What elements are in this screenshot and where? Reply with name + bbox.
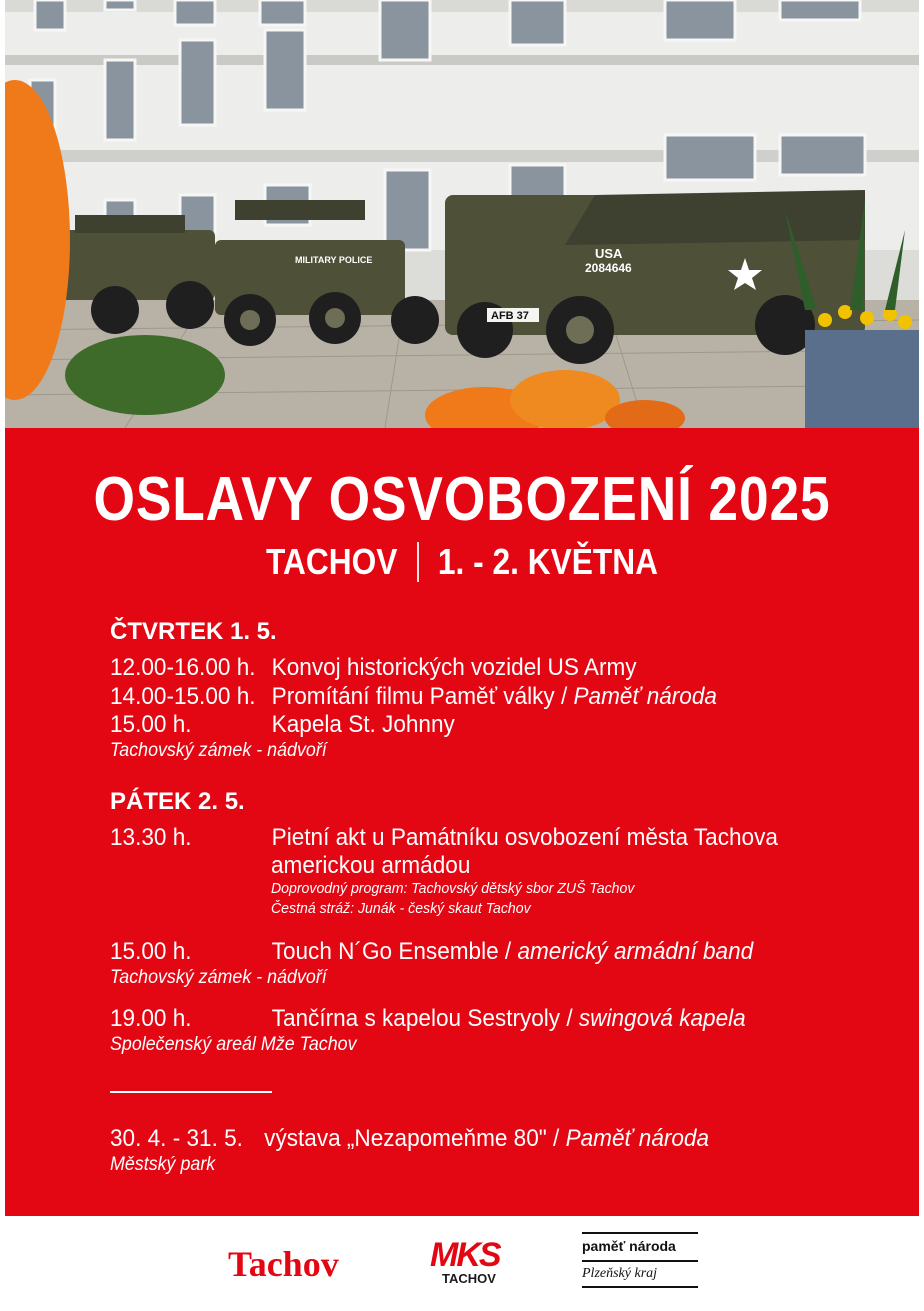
pamet-naroda-logo: [582, 1232, 698, 1288]
mks-logo: [430, 1238, 510, 1286]
program-text-continued: americkou armádou: [271, 852, 471, 879]
svg-text:2084646: 2084646: [585, 261, 632, 275]
program-time: 15.00 h.: [110, 711, 192, 738]
program-text: Konvoj historických vozidel US Army: [271, 654, 637, 681]
tachov-logo: [228, 1243, 339, 1285]
program-row: [110, 654, 637, 682]
program-text-italic: americký armádní band: [517, 938, 754, 965]
program-row: [110, 1005, 746, 1033]
venue-label: Tachovský zámek - nádvoří: [110, 740, 327, 761]
mks-logo-mark: MKS: [430, 1236, 500, 1274]
program-text-italic: Paměť národa: [573, 683, 717, 710]
program-time: 19.00 h.: [110, 1005, 192, 1032]
program-text-italic: Paměť národa: [565, 1125, 710, 1152]
pamet-naroda-region: Plzeňský kraj: [582, 1266, 698, 1288]
pamet-naroda-rule: [582, 1260, 698, 1262]
subtitle-dates: 1. - 2. KVĚTNA: [437, 541, 658, 582]
program-time: 13.30 h.: [110, 824, 192, 851]
subtitle-divider: [417, 542, 419, 582]
svg-text:AFB 37: AFB 37: [491, 310, 529, 322]
program-panel: [5, 428, 919, 1216]
venue-label: Společenský areál Mže Tachov: [110, 1034, 357, 1055]
venue-label: Městský park: [110, 1154, 216, 1175]
divider: [110, 1091, 272, 1093]
program-text: Tančírna s kapelou Sestryoly /: [271, 1005, 579, 1032]
program-time: 15.00 h.: [110, 938, 192, 965]
venue-label: Tachovský zámek - nádvoří: [110, 967, 327, 988]
program-time: 14.00-15.00 h.: [110, 683, 256, 710]
program-row: [110, 683, 717, 711]
program-text: Promítání filmu Paměť války /: [271, 683, 574, 710]
program-text: Touch N´Go Ensemble /: [271, 938, 518, 965]
program-note: Čestná stráž: Junák - český skaut Tachov: [271, 900, 531, 917]
program-text: výstava „Nezapomeňme 80" /: [264, 1125, 566, 1152]
program-text: Kapela St. Johnny: [271, 711, 455, 738]
program-row: [110, 711, 455, 739]
svg-text:MILITARY POLICE: MILITARY POLICE: [295, 255, 373, 265]
mks-logo-subtitle: TACHOV: [442, 1271, 496, 1286]
program-text-italic: swingová kapela: [578, 1005, 746, 1032]
program-row: [110, 938, 753, 966]
program-time: 30. 4. - 31. 5.: [110, 1125, 243, 1152]
footer-logos: [0, 1216, 924, 1311]
subtitle-town: TACHOV: [266, 541, 398, 582]
tachov-logo-text: Tachov: [228, 1244, 339, 1284]
program-time: 12.00-16.00 h.: [110, 654, 256, 681]
day-heading-thursday: ČTVRTEK 1. 5.: [110, 618, 277, 645]
hero-photo: [5, 0, 919, 428]
program-note: Doprovodný program: Tachovský dětský sbor ZUŠ Tachov: [271, 880, 635, 897]
program-row: [110, 1125, 709, 1153]
program-text: Pietní akt u Památníku osvobození města Tachova: [271, 824, 778, 851]
program-row: [110, 824, 778, 852]
subtitle: [60, 541, 864, 583]
page-title: OSLAVY OSVOBOZENÍ 2025: [93, 465, 831, 534]
svg-text:USA: USA: [595, 246, 623, 261]
pamet-naroda-title: paměť národa: [582, 1232, 698, 1254]
day-heading-friday: PÁTEK 2. 5.: [110, 788, 245, 815]
military-vehicles-photo: [5, 0, 919, 428]
